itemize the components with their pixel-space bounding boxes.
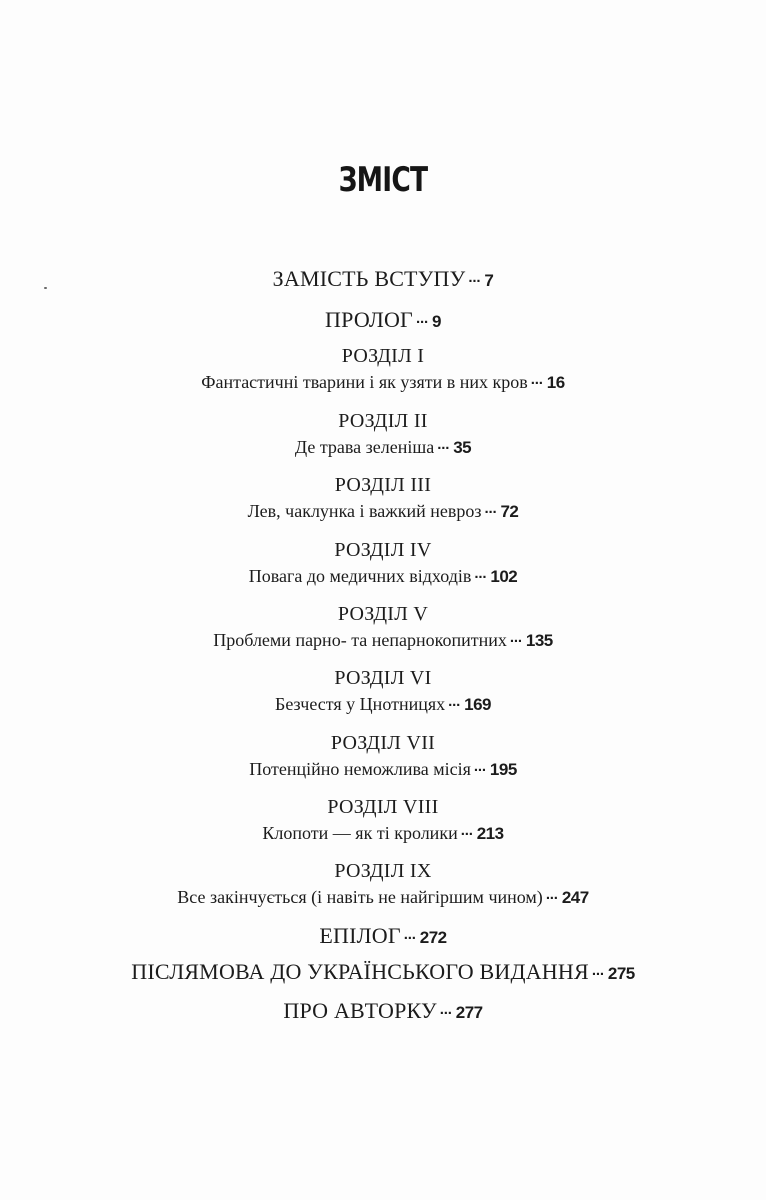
toc-chapter-heading-4: РОЗДІЛ IV: [334, 539, 432, 561]
toc-chapter-heading-3: РОЗДІЛ III: [334, 474, 432, 496]
toc-leader-dots: ···: [484, 504, 497, 521]
toc-page-number: 213: [476, 824, 504, 843]
toc-chapter-title-7: [0, 760, 766, 778]
toc-entry-text: Потенційно неможлива місія: [249, 759, 471, 779]
toc-page-number: 272: [419, 928, 447, 947]
toc-chapter-title-5: [0, 631, 766, 649]
toc-page-number: 135: [525, 631, 553, 650]
toc-page-number: 277: [455, 1003, 483, 1022]
toc-entry-text: Клопоти — як ті кролики: [262, 823, 458, 843]
toc-page-number: 7: [484, 271, 494, 290]
toc-leader-dots: ···: [474, 569, 487, 586]
toc-chapter-title-1: [0, 373, 766, 391]
toc-page-number: 275: [607, 964, 635, 983]
toc-entry-text: Повага до медичних відходів: [248, 566, 472, 586]
toc-chapter-title-2: [0, 438, 766, 456]
toc-entry-epilogue: [0, 925, 766, 947]
toc-leader-dots: ···: [403, 930, 416, 947]
toc-chapter-heading-8: РОЗДІЛ VIII: [327, 796, 439, 818]
toc-leader-dots: ···: [468, 273, 481, 290]
toc-title: ЗМІСТ: [338, 160, 428, 200]
toc-page-number: 247: [561, 888, 589, 907]
toc-chapter-title-6: [0, 695, 766, 713]
toc-chapter-heading-5: РОЗДІЛ V: [337, 603, 429, 625]
toc-entry-intro: [0, 268, 766, 290]
toc-leader-dots: ···: [473, 762, 486, 779]
toc-entry-text: ПРОЛОГ: [325, 307, 413, 332]
toc-entry-about-author: [0, 1000, 766, 1022]
toc-entry-prologue: [0, 309, 766, 331]
toc-chapter-title-3: [0, 502, 766, 520]
toc-entry-text: Безчестя у Цнотницях: [275, 694, 446, 714]
toc-chapter-title-4: [0, 567, 766, 585]
toc-page-number: 195: [489, 760, 517, 779]
toc-entry-text: Лев, чаклунка і важкий невроз: [247, 501, 482, 521]
toc-leader-dots: ···: [439, 1005, 452, 1022]
toc-page-number: 169: [464, 695, 491, 714]
toc-entry-text: ПРО АВТОРКУ: [283, 998, 437, 1023]
toc-entry-text: Все закінчується (і навіть не найгіршим чином): [177, 887, 543, 907]
toc-chapter-heading-1: РОЗДІЛ I: [341, 345, 425, 367]
toc-page-number: 35: [453, 438, 472, 457]
toc-leader-dots: ···: [460, 826, 473, 843]
toc-chapter-title-9: [0, 888, 766, 906]
toc-entry-text: Фантастичні тварини і як узяти в них кров: [201, 372, 528, 392]
toc-leader-dots: ···: [437, 440, 450, 457]
toc-page-number: 16: [546, 373, 565, 392]
toc-page-number: 102: [490, 567, 518, 586]
toc-entry-text: ЕПІЛОГ: [319, 923, 401, 948]
toc-chapter-heading-6: РОЗДІЛ VI: [334, 667, 432, 689]
toc-chapter-heading-2: РОЗДІЛ II: [338, 410, 428, 432]
toc-chapter-heading-7: РОЗДІЛ VII: [330, 732, 436, 754]
toc-entry-text: ПІСЛЯМОВА ДО УКРАЇНСЬКОГО ВИДАННЯ: [131, 959, 589, 984]
toc-leader-dots: ···: [530, 375, 543, 392]
toc-entry-text: ЗАМІСТЬ ВСТУПУ: [272, 266, 466, 291]
toc-entry-text: Проблеми парно- та непарнокопитних: [213, 630, 507, 650]
toc-entry-afterword: [0, 961, 766, 983]
toc-leader-dots: ···: [448, 697, 461, 714]
toc-leader-dots: ···: [591, 966, 604, 983]
toc-leader-dots: ···: [545, 890, 558, 907]
toc-chapter-heading-9: РОЗДІЛ IX: [334, 860, 432, 882]
toc-page-number: 72: [500, 502, 519, 521]
toc-entry-text: Де трава зеленіша: [294, 437, 435, 457]
toc-leader-dots: ···: [415, 314, 428, 331]
toc-page-number: 9: [431, 312, 441, 331]
toc-chapter-title-8: [0, 824, 766, 842]
toc-leader-dots: ···: [509, 633, 522, 650]
